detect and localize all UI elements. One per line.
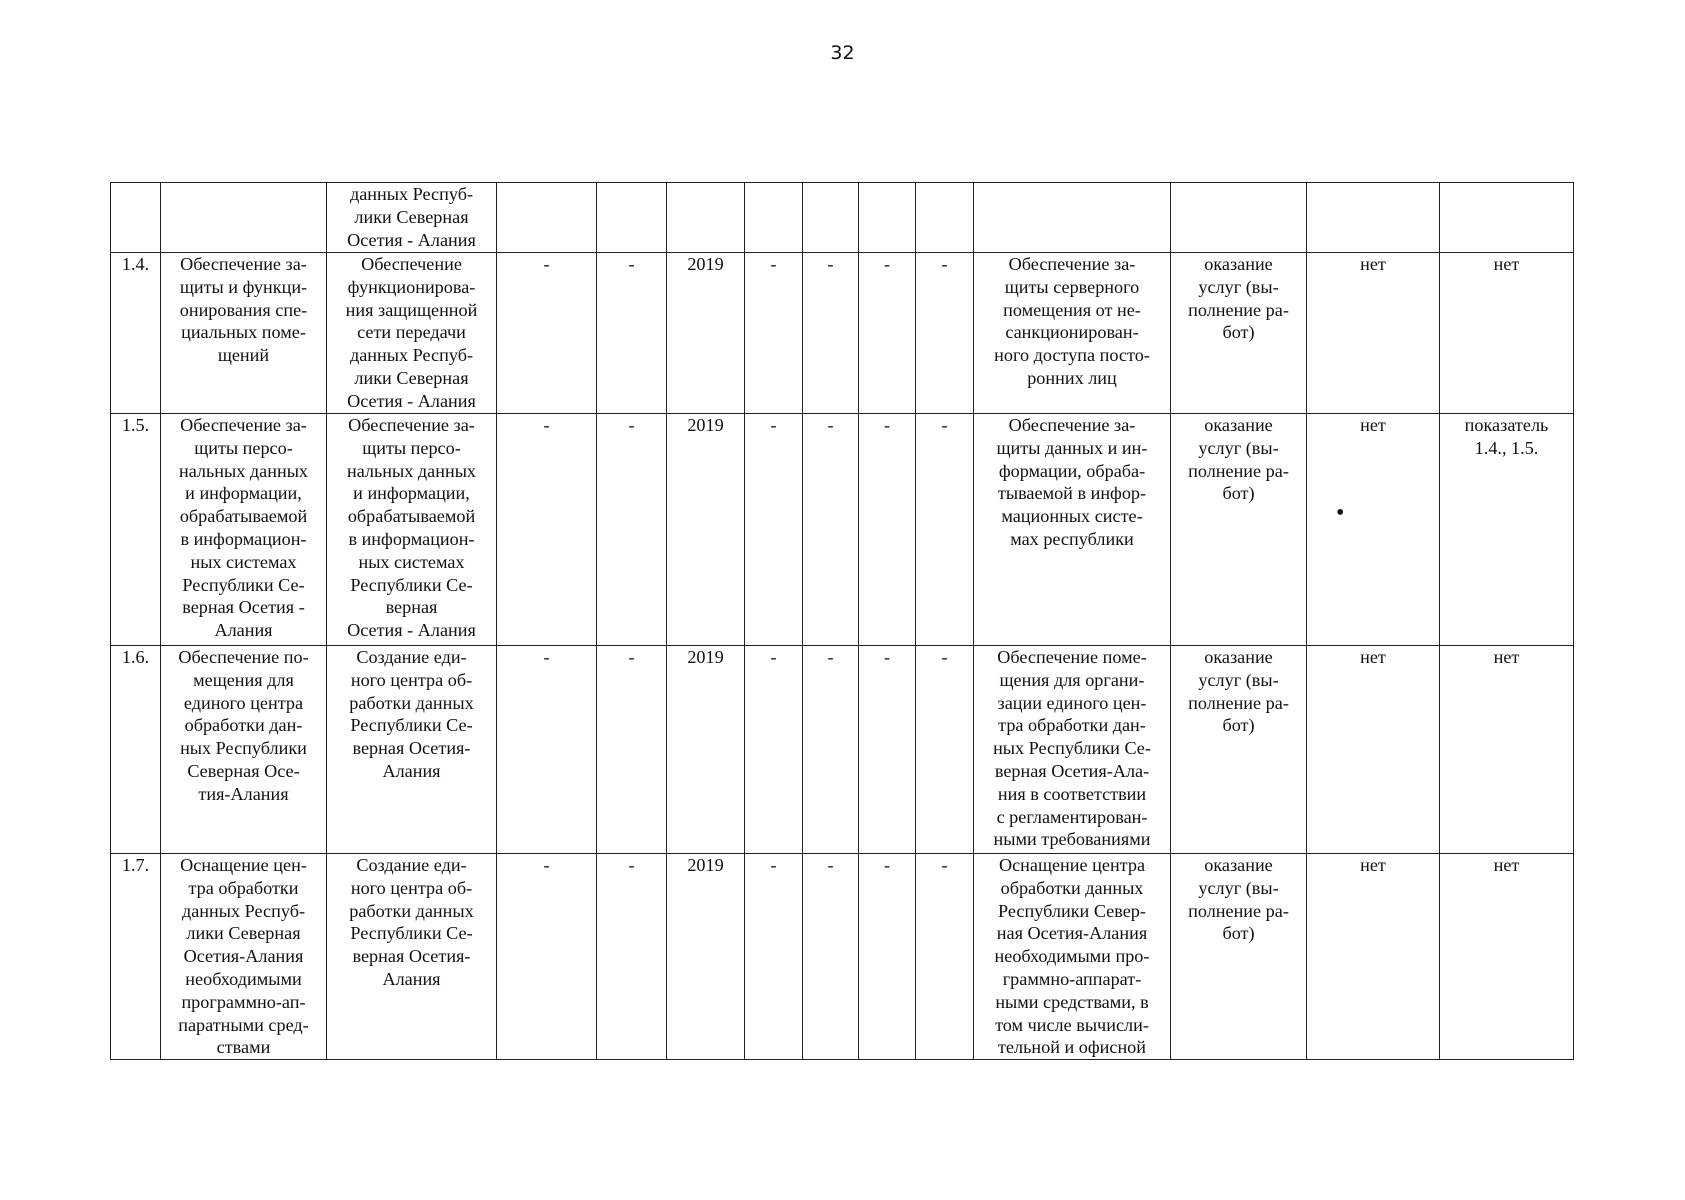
table-row: [111, 414, 1574, 646]
cell-c4: [497, 183, 597, 253]
cell-c14: [1440, 183, 1574, 253]
cell-num: 1.6.: [111, 646, 161, 854]
page-number: 32: [830, 42, 855, 64]
cell-c13: нет: [1307, 253, 1440, 414]
cell-c4: -: [497, 646, 597, 854]
cell-c4: -: [497, 253, 597, 414]
cell-c5: [597, 183, 667, 253]
cell-c9: -: [859, 646, 916, 854]
cell-purpose: Обеспечение функционирова- ния защищенной сети передачи данных Респуб- лики Северная Осетия - Алания: [327, 253, 497, 414]
cell-purpose: данных Респуб- лики Северная Осетия - Алания: [327, 183, 497, 253]
cell-c10: -: [916, 253, 974, 414]
cell-c7: -: [745, 854, 803, 1060]
program-events-table: [110, 182, 1574, 1060]
cell-c5: -: [597, 854, 667, 1060]
cell-c7: -: [745, 253, 803, 414]
cell-c14: нет: [1440, 646, 1574, 854]
cell-c9: [859, 183, 916, 253]
cell-c13: нет •: [1307, 414, 1440, 646]
cell-c14: нет: [1440, 854, 1574, 1060]
cell-c8: -: [803, 253, 859, 414]
cell-c7: [745, 183, 803, 253]
cell-c13: [1307, 183, 1440, 253]
cell-result: Обеспечение за- щиты серверного помещения от не- санкционирован- ного доступа посто- ронних лиц: [974, 253, 1171, 414]
cell-c9: -: [859, 854, 916, 1060]
cell-num: 1.4.: [111, 253, 161, 414]
cell-purpose: Создание еди- ного центра об- работки данных Республики Се- верная Осетия- Алания: [327, 854, 497, 1060]
cell-c10: -: [916, 854, 974, 1060]
cell-c8: [803, 183, 859, 253]
cell-c7: -: [745, 646, 803, 854]
cell-c14: нет: [1440, 253, 1574, 414]
cell-c8: -: [803, 854, 859, 1060]
cell-event: Обеспечение за- щиты и функци- онирования спе- циальных поме- щений: [161, 253, 327, 414]
table-row: [111, 183, 1574, 253]
cell-result: Обеспечение за- щиты данных и ин- формации, обраба- тываемой в инфор- мационных систе- мах республики: [974, 414, 1171, 646]
cell-c10: -: [916, 414, 974, 646]
cell-year: 2019: [667, 646, 745, 854]
cell-c5: -: [597, 646, 667, 854]
cell-c5: -: [597, 253, 667, 414]
cell-c13: нет: [1307, 854, 1440, 1060]
cell-c9: -: [859, 414, 916, 646]
cell-c10: -: [916, 646, 974, 854]
cell-c8: -: [803, 414, 859, 646]
cell-event: [161, 183, 327, 253]
cell-c4: -: [497, 414, 597, 646]
cell-result: [974, 183, 1171, 253]
cell-c8: -: [803, 646, 859, 854]
cell-c14: показатель 1.4., 1.5.: [1440, 414, 1574, 646]
cell-c4: -: [497, 854, 597, 1060]
cell-service: [1171, 183, 1307, 253]
cell-year: 2019: [667, 854, 745, 1060]
cell-year: 2019: [667, 414, 745, 646]
cell-c9: -: [859, 253, 916, 414]
table-row: [111, 646, 1574, 854]
cell-c10: [916, 183, 974, 253]
table-row: [111, 854, 1574, 1060]
cell-service: оказание услуг (вы- полнение ра- бот): [1171, 414, 1307, 646]
cell-c7: -: [745, 414, 803, 646]
cell-event: Обеспечение за- щиты персо- нальных данных и информации, обрабатываемой в информацион- ных системах Республики Се- верная Осетия - Алания: [161, 414, 327, 646]
table-row: [111, 253, 1574, 414]
cell-num: 1.5.: [111, 414, 161, 646]
cell-result: Оснащение центра обработки данных Республики Север- ная Осетия-Алания необходимыми про- граммно-аппарат- ными средствами, в том числе вычисли- тельной и офисной: [974, 854, 1171, 1060]
cell-num: 1.7.: [111, 854, 161, 1060]
cell-year: [667, 183, 745, 253]
cell-year: 2019: [667, 253, 745, 414]
cell-c5: -: [597, 414, 667, 646]
cell-event: Обеспечение по- мещения для единого центра обработки дан- ных Республики Северная Осе- тия-Алания: [161, 646, 327, 854]
cell-service: оказание услуг (вы- полнение ра- бот): [1171, 253, 1307, 414]
cell-service: оказание услуг (вы- полнение ра- бот): [1171, 646, 1307, 854]
cell-result: Обеспечение поме- щения для органи- зации единого цен- тра обработки дан- ных Республики Се- верная Осетия-Ала- ния в соответствии с регламентирован- ными требованиями: [974, 646, 1171, 854]
cell-c13: нет: [1307, 646, 1440, 854]
cell-purpose: Создание еди- ного центра об- работки данных Республики Се- верная Осетия- Алания: [327, 646, 497, 854]
cell-event: Оснащение цен- тра обработки данных Респуб- лики Северная Осетия-Алания необходимыми программно-ап- паратными сред- ствами: [161, 854, 327, 1060]
scan-dot-mark: •: [1336, 499, 1345, 526]
cell-num: [111, 183, 161, 253]
cell-purpose: Обеспечение за- щиты персо- нальных данных и информации, обрабатываемой в информацион- ных системах Республики Се- верная Осетия - Алания: [327, 414, 497, 646]
cell-service: оказание услуг (вы- полнение ра- бот): [1171, 854, 1307, 1060]
